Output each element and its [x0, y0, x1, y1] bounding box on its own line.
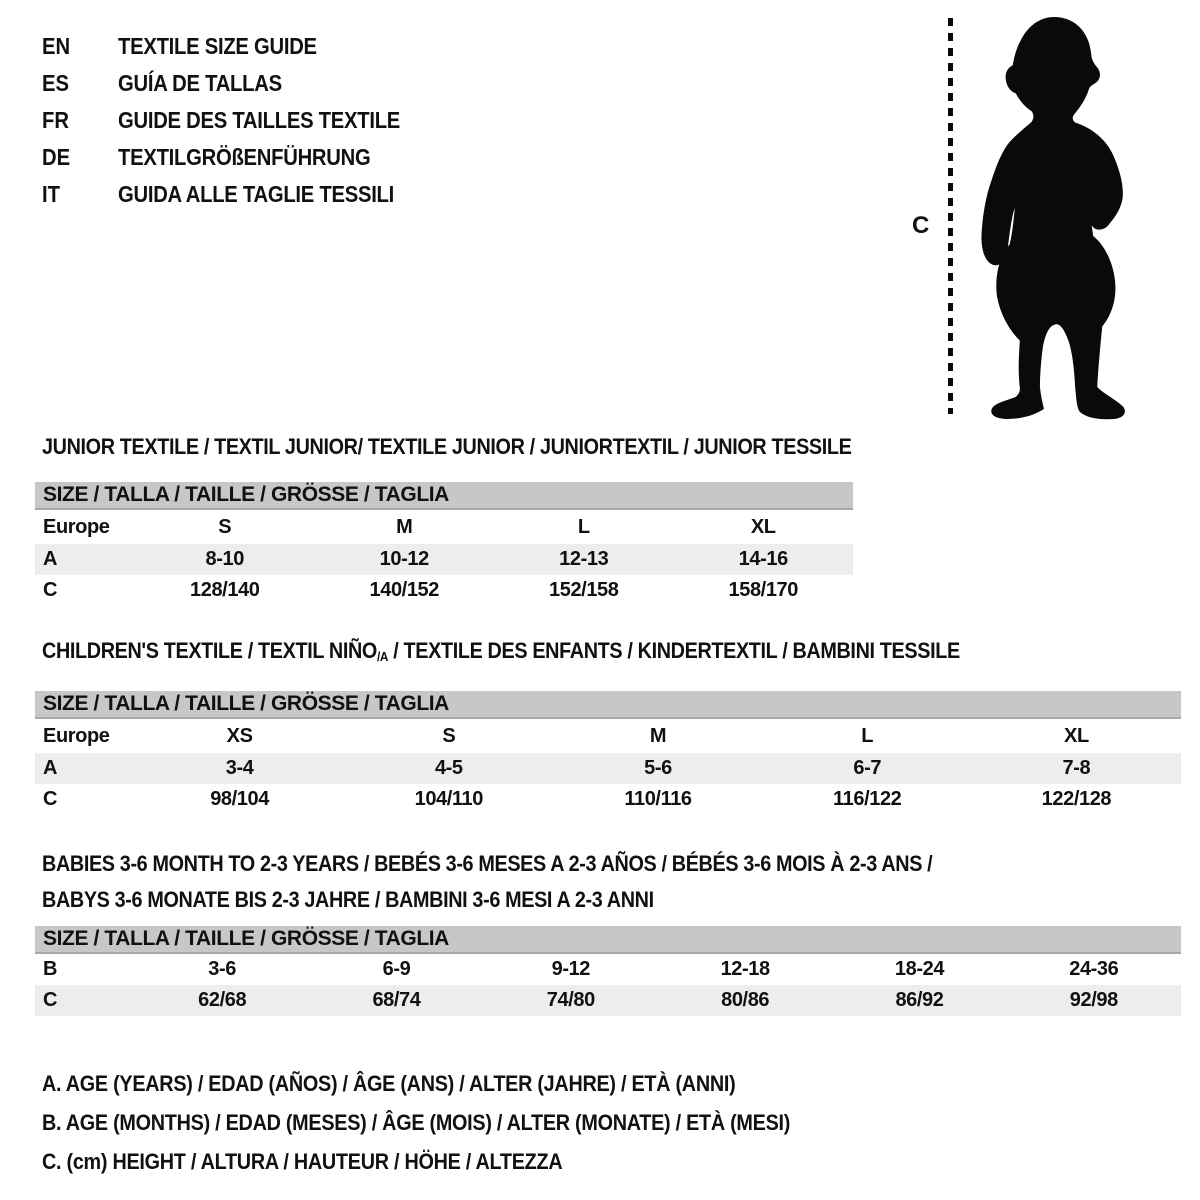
table-cell: 18-24 — [894, 958, 945, 980]
section-junior — [35, 434, 853, 606]
measurement-figure — [0, 0, 1200, 440]
table-cell: S — [442, 724, 456, 747]
table-cell: 104/110 — [414, 788, 483, 810]
row-label: C — [43, 788, 58, 810]
table-row — [35, 575, 853, 606]
row-label: C — [43, 579, 58, 601]
table-cell: 122/128 — [1041, 788, 1112, 810]
table-cell: S — [218, 515, 232, 538]
row-label: A — [43, 757, 58, 779]
table-size-header: SIZE / TALLA / TAILLE / GRÖSSE / TAGLIA — [35, 482, 853, 510]
footnote-line: A. AGE (YEARS) / EDAD (AÑOS) / ÂGE (ANS) / ALTER (JAHRE) / ETÀ (ANNI) — [42, 1071, 736, 1096]
footnotes — [42, 1064, 873, 1181]
table-cell: XL — [1064, 724, 1089, 747]
table-row — [35, 544, 853, 575]
table-cell: 98/104 — [210, 788, 269, 810]
table-cell: 68/74 — [372, 989, 421, 1011]
table-cell: M — [396, 515, 413, 538]
table-row — [35, 510, 853, 544]
section-title-segment: JUNIOR TEXTILE / TEXTIL JUNIOR/ TEXTILE JUNIOR / JUNIORTEXTIL / JUNIOR TESSILE — [42, 434, 852, 459]
table-cell: 12-18 — [720, 958, 770, 980]
language-code: EN — [42, 33, 71, 59]
table-cell: 62/68 — [198, 989, 247, 1011]
table-cell: 158/170 — [728, 579, 798, 601]
language-guide-title: TEXTILGRÖßENFÜHRUNG — [118, 144, 371, 170]
language-guide-title: GUIDA ALLE TAGLIE TESSILI — [118, 181, 395, 207]
footnote-line: B. AGE (MONTHS) / EDAD (MESES) / ÂGE (MOIS) / ALTER (MONATE) / ETÀ (MESI) — [42, 1110, 791, 1135]
table-cell: 3-4 — [225, 757, 254, 779]
table-cell: 8-10 — [205, 548, 244, 570]
table-cell: 7-8 — [1062, 757, 1091, 779]
table-cell: M — [649, 724, 667, 747]
table-cell: 128/140 — [190, 579, 260, 601]
table-cell: 3-6 — [208, 958, 237, 980]
table-row — [35, 954, 1181, 985]
size-table-children — [35, 691, 1181, 815]
height-measure-label: C — [912, 212, 930, 239]
table-cell: L — [861, 724, 874, 747]
table-cell: 4-5 — [434, 757, 463, 779]
section-title-segment: CHILDREN'S TEXTILE / TEXTIL NIÑO — [42, 638, 377, 663]
row-label: C — [43, 989, 58, 1011]
row-label: A — [43, 548, 58, 570]
section-children — [35, 638, 1181, 815]
section-babies — [35, 846, 1181, 1016]
table-cell: 6-7 — [853, 757, 882, 779]
section-title-children — [42, 638, 1067, 667]
height-measure-line — [948, 18, 953, 414]
toddler-silhouette-icon — [966, 14, 1142, 422]
section-title-segment: /A — [376, 648, 389, 664]
table-cell: 24-36 — [1069, 958, 1119, 980]
language-guide-title: GUÍA DE TALLAS — [118, 70, 282, 96]
table-cell: L — [577, 515, 590, 538]
row-label: Europe — [43, 724, 110, 747]
table-cell: 116/122 — [833, 788, 902, 810]
table-row — [35, 719, 1181, 753]
row-label: Europe — [43, 515, 110, 538]
table-cell: 14-16 — [738, 548, 788, 570]
section-title-babies — [42, 846, 1067, 918]
row-label: B — [43, 958, 58, 980]
language-code: ES — [42, 70, 70, 96]
table-row — [35, 985, 1181, 1016]
size-table-babies — [35, 926, 1181, 1016]
table-cell: 140/152 — [369, 579, 439, 601]
section-title-junior — [42, 434, 852, 460]
table-size-header: SIZE / TALLA / TAILLE / GRÖSSE / TAGLIA — [35, 926, 1181, 954]
table-cell: 74/80 — [546, 989, 595, 1011]
table-cell: 80/86 — [721, 989, 770, 1011]
table-size-header: SIZE / TALLA / TAILLE / GRÖSSE / TAGLIA — [35, 691, 1181, 719]
language-code: IT — [42, 181, 60, 207]
table-row — [35, 784, 1181, 815]
table-cell: 152/158 — [549, 579, 619, 601]
table-cell: 86/92 — [895, 989, 944, 1011]
language-code: FR — [42, 107, 69, 133]
language-guide-title: TEXTILE SIZE GUIDE — [118, 33, 317, 59]
language-guide-title: GUIDE DES TAILLES TEXTILE — [118, 107, 401, 133]
table-cell: XS — [226, 724, 253, 747]
table-cell: 110/116 — [624, 788, 692, 810]
language-code: DE — [42, 144, 71, 170]
table-cell: 92/98 — [1069, 989, 1118, 1011]
table-cell: XL — [750, 515, 776, 538]
table-cell: 6-9 — [382, 958, 411, 980]
size-table-junior — [35, 482, 853, 606]
footnote-line: C. (cm) HEIGHT / ALTURA / HAUTEUR / HÖHE / ALTEZZA — [42, 1149, 563, 1174]
table-cell: 9-12 — [551, 958, 591, 980]
section-title-segment: BABYS 3-6 MONATE BIS 2-3 JAHRE / BAMBINI 3-6 MESI A 2-3 ANNI — [42, 887, 654, 912]
table-cell: 10-12 — [379, 548, 429, 570]
table-row — [35, 753, 1181, 784]
table-cell: 5-6 — [644, 757, 672, 779]
section-title-segment: / TEXTILE DES ENFANTS / KINDERTEXTIL / BAMBINI TESSILE — [388, 638, 960, 663]
section-title-segment: BABIES 3-6 MONTH TO 2-3 YEARS / BEBÉS 3-6 MESES A 2-3 AÑOS / BÉBÉS 3-6 MOIS À 2-3 ANS / — [42, 851, 933, 876]
table-cell: 12-13 — [559, 548, 609, 570]
